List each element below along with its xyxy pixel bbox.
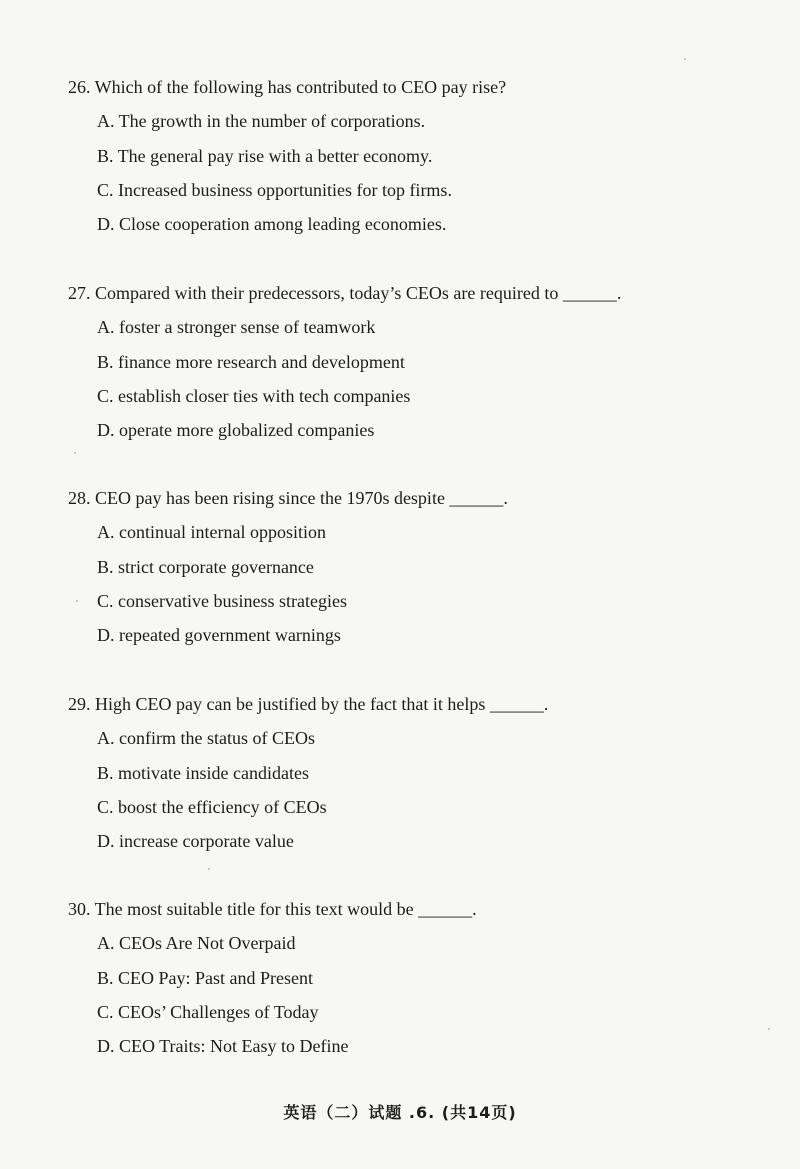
scan-speck	[208, 868, 210, 870]
scan-speck	[74, 452, 76, 454]
option-list	[68, 521, 748, 646]
question-stem: 26. Which of the following has contributed to CEO pay rise?	[68, 77, 507, 97]
option-list	[68, 110, 748, 235]
question-30	[68, 898, 748, 1057]
question-29	[68, 693, 748, 852]
question-26	[68, 76, 748, 235]
option-list	[68, 727, 748, 852]
option-list	[68, 316, 748, 441]
option-b: B. motivate inside candidates	[97, 762, 309, 783]
option-list	[68, 932, 748, 1057]
option-d: D. increase corporate value	[97, 831, 294, 852]
option-a: A. CEOs Are Not Overpaid	[97, 933, 296, 954]
page-footer: 英语（二）试题 .6. (共14页)	[283, 1103, 517, 1122]
option-c: C. conservative business strategies	[97, 590, 347, 611]
option-a: A. continual internal opposition	[97, 522, 326, 543]
option-a: A. confirm the status of CEOs	[97, 728, 315, 749]
option-c: C. Increased business opportunities for top firms.	[97, 179, 452, 200]
question-27	[68, 282, 748, 441]
option-c: C. boost the efficiency of CEOs	[97, 796, 327, 817]
question-stem: 28. CEO pay has been rising since the 1970s despite ______.	[68, 488, 508, 508]
scan-speck	[768, 1028, 770, 1030]
option-d: D. CEO Traits: Not Easy to Define	[97, 1036, 349, 1057]
option-a: A. foster a stronger sense of teamwork	[97, 317, 376, 338]
option-b: B. strict corporate governance	[97, 556, 314, 577]
option-d: D. Close cooperation among leading economies.	[97, 214, 447, 235]
option-d: D. operate more globalized companies	[97, 420, 375, 441]
option-d: D. repeated government warnings	[97, 625, 341, 646]
option-b: B. finance more research and development	[97, 351, 405, 372]
option-b: B. The general pay rise with a better economy.	[97, 145, 433, 166]
question-stem: 30. The most suitable title for this text would be ______.	[68, 899, 477, 919]
option-c: C. establish closer ties with tech companies	[97, 385, 411, 406]
question-stem: 29. High CEO pay can be justified by the fact that it helps ______.	[68, 694, 549, 714]
option-a: A. The growth in the number of corporations.	[97, 111, 426, 132]
option-c: C. CEOs’ Challenges of Today	[97, 1001, 319, 1022]
question-28	[68, 487, 748, 646]
scan-speck	[76, 600, 78, 602]
scan-speck	[684, 58, 686, 60]
question-stem: 27. Compared with their predecessors, today’s CEOs are required to ______.	[68, 283, 622, 303]
option-b: B. CEO Pay: Past and Present	[97, 967, 313, 988]
